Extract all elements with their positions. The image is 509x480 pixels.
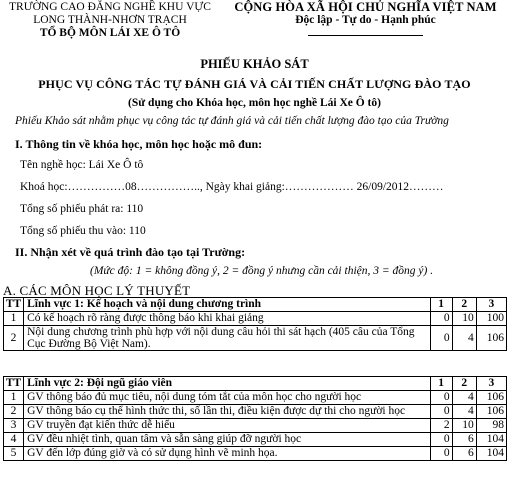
col-tt: TT [4,298,24,312]
col-2: 2 [452,298,476,312]
value-2: 6 [452,447,476,461]
value-1: 2 [430,419,452,433]
college-location: LONG THÀNH-NHƠN TRẠCH [33,14,187,26]
value-1: 0 [430,405,452,419]
value-3: 106 [476,405,506,419]
row-number: 5 [4,447,24,461]
national-title: CỘNG HÒA XÃ HỘI CHỦ NGHĨA VIỆT NAM [234,0,497,14]
col-1: 1 [430,298,452,312]
table-row [4,312,507,326]
row-text: GV thông báo cụ thể hình thức thi, số lần thi, điều kiện được dự thi cho người học [24,405,430,419]
table-header-row [4,298,507,312]
rating-scale: (Mức độ: 1 = không đồng ý, 2 = đồng ý nhưng cần cải thiện, 3 = đồng ý) . [90,265,434,277]
header-right [222,1,509,40]
table-header-row [4,377,507,391]
section2-heading: II. Nhận xét về quá trình đào tạo tại Trường: [15,245,246,259]
table-row [4,419,507,433]
value-2: 10 [452,312,476,326]
table-row [4,391,507,405]
table1-heading: Lĩnh vực 1: Kế hoạch và nội dung chương trình [24,298,430,312]
motto-underline [308,35,423,36]
survey-table-1 [3,297,507,351]
intro-text: Phiếu Khảo sát nhằm phục vụ công tác tự đánh giá và cải tiến chất lượng đào tạo của Trường [15,115,449,127]
value-1: 0 [430,447,452,461]
row-text: GV thông báo đủ mục tiêu, nội dung tóm tắt của môn học cho người học [24,391,430,405]
value-3: 104 [476,447,506,461]
value-2: 4 [452,405,476,419]
value-1: 0 [430,433,452,447]
row-number: 2 [4,326,24,351]
table2-heading: Lĩnh vực 2: Đội ngũ giáo viên [24,377,430,391]
col-3: 3 [476,298,506,312]
national-motto: Độc lập - Tự do - Hạnh phúc [295,14,436,26]
sectionA-heading: A. CÁC MÔN HỌC LÝ THUYẾT [3,283,191,298]
value-1: 0 [430,312,452,326]
issued-count: Tổng số phiếu phát ra: 110 [20,203,144,215]
course-line: Khoá học:……………08…………….., Ngày khai giảng:……………… 26/09/2012……… [20,181,444,193]
department-name: TỔ BỘ MÔN LÁI XE Ô TÔ [39,27,181,39]
value-3: 106 [476,326,506,351]
row-number: 4 [4,433,24,447]
header-left [0,1,220,40]
col-3: 3 [476,377,506,391]
usage-note: (Sử dụng cho Khóa học, môn học nghề Lái Xe Ô tô) [128,97,381,109]
page-title: PHIẾU KHẢO SÁT [200,57,309,71]
table-row [4,405,507,419]
row-text: Có kế hoạch rõ ràng được thông báo khi khai giảng [24,312,430,326]
row-number: 1 [4,312,24,326]
value-1: 0 [430,326,452,351]
row-text: GV đều nhiệt tình, quan tâm và sẵn sàng giúp đỡ người học [24,433,430,447]
row-text: Nội dung chương trình phù hợp với nội dung câu hỏi thi sát hạch (405 câu của Tổng Cục Đường Bộ Việt Nam). [24,326,430,351]
value-2: 4 [452,326,476,351]
value-1: 0 [430,391,452,405]
college-name: TRƯỜNG CAO ĐẲNG NGHỀ KHU VỰC [9,1,211,13]
value-3: 100 [476,312,506,326]
value-3: 104 [476,433,506,447]
row-number: 2 [4,405,24,419]
page-subtitle: PHỤC VỤ CÔNG TÁC TỰ ĐÁNH GIÁ VÀ CẢI TIẾN CHẤT LƯỢNG ĐÀO TẠO [38,77,471,91]
col-1: 1 [430,377,452,391]
row-text: GV truyền đạt kiến thức dễ hiểu [24,419,430,433]
table-row [4,326,507,351]
survey-table-2 [3,376,507,461]
value-2: 4 [452,391,476,405]
value-2: 10 [452,419,476,433]
col-tt: TT [4,377,24,391]
collected-count: Tổng số phiếu thu vào: 110 [20,225,146,237]
section1-heading: I. Thông tin về khóa học, môn học hoặc mô đun: [15,137,263,151]
row-text: GV đến lớp đúng giờ và có sử dụng hình vẽ minh họa. [24,447,430,461]
table-row [4,433,507,447]
col-2: 2 [452,377,476,391]
value-3: 106 [476,391,506,405]
row-number: 3 [4,419,24,433]
value-2: 6 [452,433,476,447]
row-number: 1 [4,391,24,405]
value-3: 98 [476,419,506,433]
table-row [4,447,507,461]
profession-line: Tên nghề học: Lái Xe Ô tô [20,159,144,171]
